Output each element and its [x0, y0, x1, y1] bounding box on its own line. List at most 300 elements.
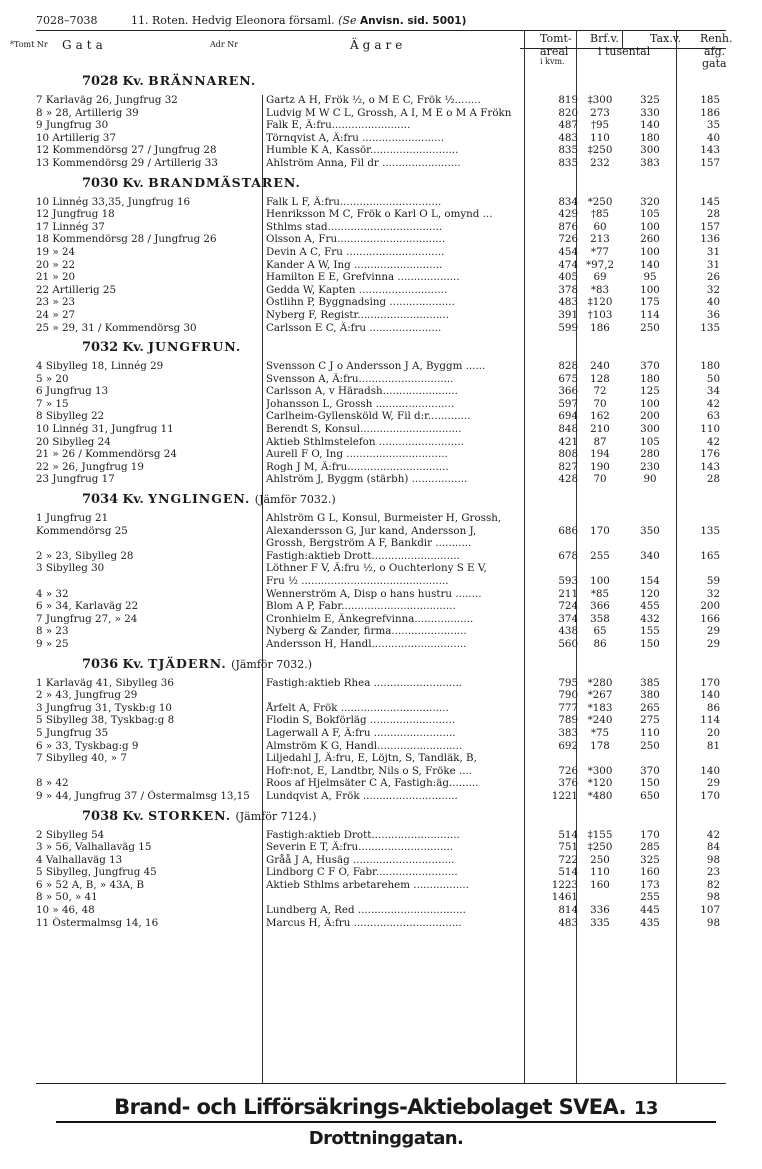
address-cell: 18 Kommendörsg 28 / Jungfrug 26 [36, 233, 217, 246]
block-heading [0, 68, 762, 94]
owner-cell: Carlheim-Gyllensköld W, Fil d:r............. [266, 410, 471, 423]
owner-cell: Aktieb Sthlmstelefon .......................... [266, 435, 464, 448]
table-row [0, 550, 762, 563]
areal-cell: 777 [558, 701, 578, 714]
renh-cell: 166 [700, 612, 720, 625]
areal-cell: 474 [558, 258, 578, 271]
taxv-cell: 330 [640, 106, 660, 119]
brfv-cell: ‡250 [587, 144, 613, 157]
address-cell: 10 » 46, 48 [36, 904, 95, 917]
brfv-cell: 273 [590, 106, 610, 119]
instruction-note [338, 14, 466, 27]
table-row [0, 562, 762, 575]
table-row [0, 410, 762, 423]
taxv-cell: 383 [640, 156, 660, 169]
rule-bottom [36, 1083, 726, 1084]
areal-cell: 790 [558, 689, 578, 702]
owner-cell: Johansson L, Grossh ........................ [266, 397, 455, 410]
address-cell: 2 » 23, Sibylleg 28 [36, 549, 134, 562]
renh-cell: 170 [700, 789, 720, 802]
owner-cell: Rogh J M, Ä:fru............................... [266, 460, 449, 473]
brfv-cell: 162 [590, 410, 610, 423]
block-name: TJÄDERN. [148, 655, 227, 671]
table-row [0, 525, 762, 538]
block-kv: Kv. [122, 655, 144, 671]
brfv-cell: 232 [590, 156, 610, 169]
table-row [0, 777, 762, 790]
address-cell: 8 » 28, Artillerig 39 [36, 106, 139, 119]
taxv-cell: 140 [640, 258, 660, 271]
table-row [0, 891, 762, 904]
address-cell: 3 Sibylleg 30 [36, 562, 105, 575]
areal-cell: 483 [558, 131, 578, 144]
brfv-cell: *250 [587, 195, 613, 208]
owner-cell: Svensson A, Ä:fru............................. [266, 372, 454, 385]
areal-cell: 814 [558, 904, 578, 917]
table-row [0, 689, 762, 702]
taxv-cell: 170 [640, 828, 660, 841]
owner-cell: Henriksson M C, Frök o Karl O L, omynd ... [266, 208, 493, 221]
address-cell: 5 Sibylleg 38, Tyskbag:g 8 [36, 714, 175, 727]
taxv-cell: 90 [643, 473, 657, 486]
table-row [0, 132, 762, 145]
taxv-cell: 325 [640, 853, 660, 866]
taxv-cell: 120 [640, 587, 660, 600]
areal-cell: 366 [558, 385, 578, 398]
table-row [0, 904, 762, 917]
address-cell: 6 » 52 A, B, » 43A, B [36, 878, 145, 891]
renh-cell: 20 [706, 726, 720, 739]
renh-cell: 50 [706, 372, 720, 385]
address-cell: 6 » 34, Karlaväg 22 [36, 600, 139, 613]
advertiser-address: 13 Drottninggatan. [308, 1098, 658, 1149]
address-cell: 9 Jungfrug 30 [36, 119, 109, 132]
renh-cell: 31 [706, 245, 720, 258]
owner-cell: Devin A C, Fru .............................. [266, 245, 445, 258]
owner-cell: Liljedahl J, Ä:fru, E, Löjtn, S, Tandläk, B, [266, 752, 477, 765]
block-kv: Kv. [122, 339, 144, 355]
renh-cell: 63 [706, 410, 720, 423]
taxv-cell: 154 [640, 575, 660, 587]
address-cell: 4 » 32 [36, 587, 69, 600]
owner-cell: Almström K G, Handl.......................... [266, 739, 463, 752]
areal-cell: 211 [558, 587, 578, 600]
table-row [0, 208, 762, 221]
owner-cell: Wennerström A, Disp o hans hustru ........ [266, 587, 482, 600]
owner-cell: Falk L F, Ä:fru............................... [266, 195, 442, 208]
block-number: 7030 [82, 175, 119, 191]
table-row [0, 473, 762, 486]
renh-cell: 114 [700, 714, 720, 727]
renh-cell: 157 [700, 220, 720, 233]
address-cell: 13 Kommendörsg 29 / Artillerig 33 [36, 156, 218, 169]
taxv-cell: 320 [640, 195, 660, 208]
owner-cell: Marcus H, Ä:fru ................................. [266, 916, 462, 929]
renh-cell: 42 [706, 435, 720, 448]
brfv-cell: 170 [590, 524, 610, 537]
owner-cell: Gartz A H, Frök ½, o M E C, Frök ½........ [266, 94, 481, 106]
areal-cell: 514 [558, 866, 578, 879]
address-cell: 2 Sibylleg 54 [36, 828, 105, 841]
renh-cell: 143 [700, 460, 720, 473]
renh-cell: 143 [700, 144, 720, 157]
taxv-cell: 150 [640, 637, 660, 650]
col-gata: Gata [62, 38, 107, 52]
renh-cell: 34 [706, 385, 720, 398]
taxv-cell: 300 [640, 423, 660, 436]
areal-cell: 726 [558, 764, 578, 777]
brfv-cell: ‡120 [587, 296, 613, 309]
renh-cell: 29 [706, 625, 720, 638]
areal-cell: 795 [558, 676, 578, 689]
col-itusental: i tusental [598, 45, 651, 58]
block-heading [0, 170, 762, 196]
brfv-cell: 358 [590, 612, 610, 625]
block-name: YNGLINGEN. [148, 491, 251, 507]
table-row [0, 638, 762, 651]
areal-cell: 1223 [551, 878, 578, 891]
address-cell: 5 Jungfrug 35 [36, 726, 109, 739]
address-cell: 10 Artillerig 37 [36, 131, 117, 144]
areal-cell: 1461 [551, 891, 578, 904]
areal-cell: 376 [558, 777, 578, 790]
table-row [0, 512, 762, 525]
owner-cell: Falk E, Ä:fru........................ [266, 119, 411, 132]
owner-cell: Humble K A, Kassör........................... [266, 144, 459, 157]
areal-cell: 692 [558, 739, 578, 752]
renh-cell: 40 [706, 131, 720, 144]
brfv-cell: 190 [590, 460, 610, 473]
table-row [0, 284, 762, 297]
areal-cell: 751 [558, 841, 578, 854]
taxv-cell: 173 [640, 878, 660, 891]
table-row [0, 790, 762, 803]
table-row [0, 119, 762, 132]
table-row [0, 765, 762, 778]
renh-cell: 165 [700, 549, 720, 562]
renh-cell: 81 [706, 739, 720, 752]
renh-cell: 82 [706, 878, 720, 891]
address-cell: 22 Artillerig 25 [36, 283, 117, 296]
table-row [0, 727, 762, 740]
renh-cell: 32 [706, 587, 720, 600]
table-row [0, 841, 762, 854]
owner-cell: Lindborg C F O, Fabr......................... [266, 866, 458, 879]
areal-cell: 593 [558, 575, 578, 587]
address-cell: 17 Linnég 37 [36, 220, 105, 233]
renh-cell: 186 [700, 106, 720, 119]
owner-cell: Årfelt A, Frök ................................. [266, 701, 449, 714]
areal-cell: 514 [558, 828, 578, 841]
taxv-cell: 180 [640, 372, 660, 385]
address-cell: 9 » 25 [36, 637, 69, 650]
address-cell: 9 » 44, Jungfrug 37 / Östermalmsg 13,15 [36, 789, 250, 802]
renh-cell: 32 [706, 283, 720, 296]
owner-cell: Hamilton E E, Grefvinna ................... [266, 271, 460, 284]
block-name: BRÄNNAREN. [148, 73, 257, 88]
page-header [10, 14, 752, 28]
renh-cell: 107 [700, 904, 720, 917]
areal-cell: 487 [558, 119, 578, 132]
taxv-cell: 155 [640, 625, 660, 638]
advertisement-banner [56, 1093, 716, 1149]
owner-cell: Roos af Hjelmsäter C A, Fastigh:äg......... [266, 777, 479, 790]
renh-cell: 135 [700, 524, 720, 537]
address-cell: 25 » 29, 31 / Kommendörsg 30 [36, 321, 197, 334]
col-brfv: Brf.v. [590, 32, 619, 45]
table-row [0, 436, 762, 449]
table-row [0, 829, 762, 842]
address-cell: 5 Sibylleg, Jungfrug 45 [36, 866, 157, 879]
page-range: 7028–7038 [36, 14, 98, 27]
brfv-cell: 110 [590, 131, 610, 144]
address-cell: 24 » 27 [36, 308, 76, 321]
table-row [0, 144, 762, 157]
areal-cell: 599 [558, 321, 578, 334]
taxv-cell: 370 [640, 360, 660, 373]
renh-cell: 140 [700, 764, 720, 777]
areal-cell: 828 [558, 360, 578, 373]
brfv-cell: 250 [590, 853, 610, 866]
address-cell: 7 Jungfrug 27, » 24 [36, 612, 138, 625]
taxv-cell: 445 [640, 904, 660, 917]
table-row [0, 157, 762, 170]
block-heading [0, 651, 762, 677]
taxv-cell: 300 [640, 144, 660, 157]
table-row [0, 917, 762, 930]
address-cell: 7 Sibylleg 40, » 7 [36, 752, 127, 765]
brfv-cell: 100 [590, 575, 610, 587]
owner-cell: Ludvig M W C L, Grossh, A I, M E o M A Frökn [266, 106, 512, 119]
address-cell: 11 Östermalmsg 14, 16 [36, 916, 159, 929]
table-row [0, 752, 762, 765]
address-cell: 2 » 43, Jungfrug 29 [36, 689, 138, 702]
taxv-cell: 100 [640, 283, 660, 296]
brfv-cell: 160 [590, 878, 610, 891]
taxv-cell: 275 [640, 714, 660, 727]
taxv-cell: 200 [640, 410, 660, 423]
brfv-cell: 366 [590, 600, 610, 613]
taxv-cell: 350 [640, 524, 660, 537]
areal-cell: 835 [558, 156, 578, 169]
owner-cell: Alexandersson G, Jur kand, Andersson J, [266, 524, 477, 537]
renh-cell: 135 [700, 321, 720, 334]
owner-cell: Fastigh:aktieb Drott........................... [266, 828, 460, 841]
block-heading [0, 486, 762, 512]
brfv-cell: ‡155 [587, 828, 613, 841]
table-row [0, 740, 762, 753]
brfv-cell: 194 [590, 448, 610, 461]
owner-cell: Kander A W, Ing ........................... [266, 258, 443, 271]
block-name: BRANDMÄSTAREN. [148, 174, 301, 190]
taxv-cell: 265 [640, 701, 660, 714]
owner-cell: Löthner F V, Ä:fru ½, o Ouchterlony S E V, [266, 562, 487, 575]
renh-cell: 40 [706, 296, 720, 309]
taxv-cell: 125 [640, 385, 660, 398]
advertiser-name: Brand- och Lifförsäkrings-Aktiebolaget SVEA. [114, 1095, 626, 1119]
address-cell: 21 » 26 / Kommendörsg 24 [36, 448, 177, 461]
taxv-cell: 385 [640, 676, 660, 689]
owner-cell: Olsson A, Fru................................. [266, 233, 446, 246]
owner-cell: Fru ½ ............................................. [266, 575, 449, 587]
areal-cell: 819 [558, 94, 578, 106]
note-prefix: (Se [338, 14, 357, 27]
taxv-cell: 140 [640, 119, 660, 132]
areal-cell: 378 [558, 283, 578, 296]
block-number: 7038 [82, 808, 119, 824]
block-kv: Kv. [122, 73, 144, 88]
owner-cell: Lundberg A, Red ................................. [266, 904, 466, 917]
table-row [0, 360, 762, 373]
areal-cell: 374 [558, 612, 578, 625]
block-kv: Kv. [122, 807, 144, 823]
brfv-cell: †95 [590, 119, 610, 132]
owner-cell: Hofr:not, E, Landtbr, Nils o S, Fröke .... [266, 764, 473, 777]
taxv-cell: 160 [640, 866, 660, 879]
renh-cell: 29 [706, 637, 720, 650]
areal-cell: 686 [558, 524, 578, 537]
renh-cell: 23 [706, 866, 720, 879]
brfv-cell: *240 [587, 714, 613, 727]
taxv-cell: 435 [640, 916, 660, 929]
renh-cell: 35 [706, 119, 720, 132]
taxv-cell: 255 [640, 891, 660, 904]
renh-cell: 170 [700, 676, 720, 689]
brfv-cell: 178 [590, 739, 610, 752]
table-row [0, 259, 762, 272]
address-cell: 8 » 42 [36, 777, 69, 790]
taxv-cell: 95 [643, 271, 657, 284]
areal-cell: 597 [558, 397, 578, 410]
table-row [0, 600, 762, 613]
renh-cell: 26 [706, 271, 720, 284]
block-reference: (Jämför 7032.) [231, 657, 313, 671]
taxv-cell: 380 [640, 689, 660, 702]
owner-cell: Lundqvist A, Frök ............................. [266, 789, 458, 802]
address-cell: 5 » 20 [36, 372, 69, 385]
renh-cell: 157 [700, 156, 720, 169]
taxv-cell: 260 [640, 233, 660, 246]
renh-cell: 36 [706, 308, 720, 321]
taxv-cell: 250 [640, 739, 660, 752]
table-row [0, 714, 762, 727]
owner-cell: Nyberg F, Registr............................ [266, 308, 449, 321]
address-cell: 20 Sibylleg 24 [36, 435, 111, 448]
owner-cell: Ahlström J, Byggm (stärbh) ................. [266, 473, 468, 486]
brfv-cell: *83 [590, 283, 610, 296]
table-row [0, 702, 762, 715]
taxv-cell: 280 [640, 448, 660, 461]
brfv-cell: ‡300 [587, 94, 613, 106]
brfv-cell: *85 [590, 587, 610, 600]
brfv-cell: ‡250 [587, 841, 613, 854]
taxv-cell: 250 [640, 321, 660, 334]
block-heading [0, 334, 762, 360]
table-row [0, 677, 762, 690]
address-cell: 12 Jungfrug 18 [36, 208, 115, 221]
brfv-cell: 69 [593, 271, 607, 284]
owner-cell: Severin E T, Ä:fru............................. [266, 841, 454, 854]
block-kv: Kv. [122, 491, 144, 507]
col-areal: areal [540, 45, 569, 58]
brfv-cell: 255 [590, 549, 610, 562]
areal-cell: 678 [558, 549, 578, 562]
owner-cell: Sthlms stad................................... [266, 220, 443, 233]
areal-cell: 722 [558, 853, 578, 866]
areal-cell: 789 [558, 714, 578, 727]
block-kv: Kv. [122, 174, 144, 190]
brfv-cell: 336 [590, 904, 610, 917]
taxv-cell: 114 [640, 308, 660, 321]
owner-cell: Aktieb Sthlms arbetarehem ................. [266, 878, 469, 891]
owner-cell: Gedda W, Kapten ........................... [266, 283, 448, 296]
renh-cell: 98 [706, 891, 720, 904]
col-tomt-nr: *Tomt Nr [10, 40, 48, 49]
taxv-cell: 432 [640, 612, 660, 625]
renh-cell: 28 [706, 473, 720, 486]
address-cell: 8 » 50, » 41 [36, 891, 98, 904]
address-cell: 22 » 26, Jungfrug 19 [36, 460, 144, 473]
brfv-cell: *183 [587, 701, 613, 714]
renh-cell: 84 [706, 841, 720, 854]
block-name: JUNGFRUN. [148, 339, 242, 355]
owner-cell: Svensson C J o Andersson J A, Byggm ...... [266, 360, 486, 373]
section-title [131, 14, 466, 27]
brfv-cell: 70 [593, 473, 607, 486]
areal-cell: 1221 [551, 789, 578, 802]
address-cell: 21 » 20 [36, 271, 76, 284]
table-row [0, 613, 762, 626]
rule-numeric-header [520, 48, 726, 49]
taxv-cell: 105 [640, 208, 660, 221]
areal-cell: 438 [558, 625, 578, 638]
table-row [0, 398, 762, 411]
address-cell: 3 » 56, Valhallaväg 15 [36, 841, 152, 854]
address-cell: 10 Linnég 31, Jungfrug 11 [36, 423, 174, 436]
table-row [0, 448, 762, 461]
renh-cell: 136 [700, 233, 720, 246]
areal-cell: 726 [558, 233, 578, 246]
areal-cell: 421 [558, 435, 578, 448]
address-cell: 19 » 24 [36, 245, 76, 258]
table-row [0, 296, 762, 309]
parish-name: Hedvig Eleonora församl. [191, 14, 335, 27]
areal-cell: 835 [558, 144, 578, 157]
brfv-cell: 86 [593, 637, 607, 650]
renh-cell: 42 [706, 397, 720, 410]
owner-cell: Blom A P, Fabr................................... [266, 600, 456, 613]
address-cell: 12 Kommendörsg 27 / Jungfrug 28 [36, 144, 217, 157]
areal-cell: 429 [558, 208, 578, 221]
taxv-cell: 100 [640, 220, 660, 233]
brfv-cell: 186 [590, 321, 610, 334]
taxv-cell: 325 [640, 94, 660, 106]
taxv-cell: 175 [640, 296, 660, 309]
renh-cell: 145 [700, 195, 720, 208]
note-reference: Anvisn. sid. 5001) [359, 15, 467, 27]
table-row [0, 373, 762, 386]
renh-cell: 42 [706, 828, 720, 841]
areal-cell: 808 [558, 448, 578, 461]
brfv-cell: 60 [593, 220, 607, 233]
owner-cell: Fastigh:aktieb Rhea ........................... [266, 676, 463, 689]
renh-cell: 98 [706, 853, 720, 866]
address-cell: 1 Jungfrug 21 [36, 512, 109, 525]
areal-cell: 675 [558, 372, 578, 385]
renh-cell: 180 [700, 360, 720, 373]
brfv-cell: 110 [590, 866, 610, 879]
owner-cell: Grossh, Bergström A F, Bankdir ........... [266, 537, 472, 550]
